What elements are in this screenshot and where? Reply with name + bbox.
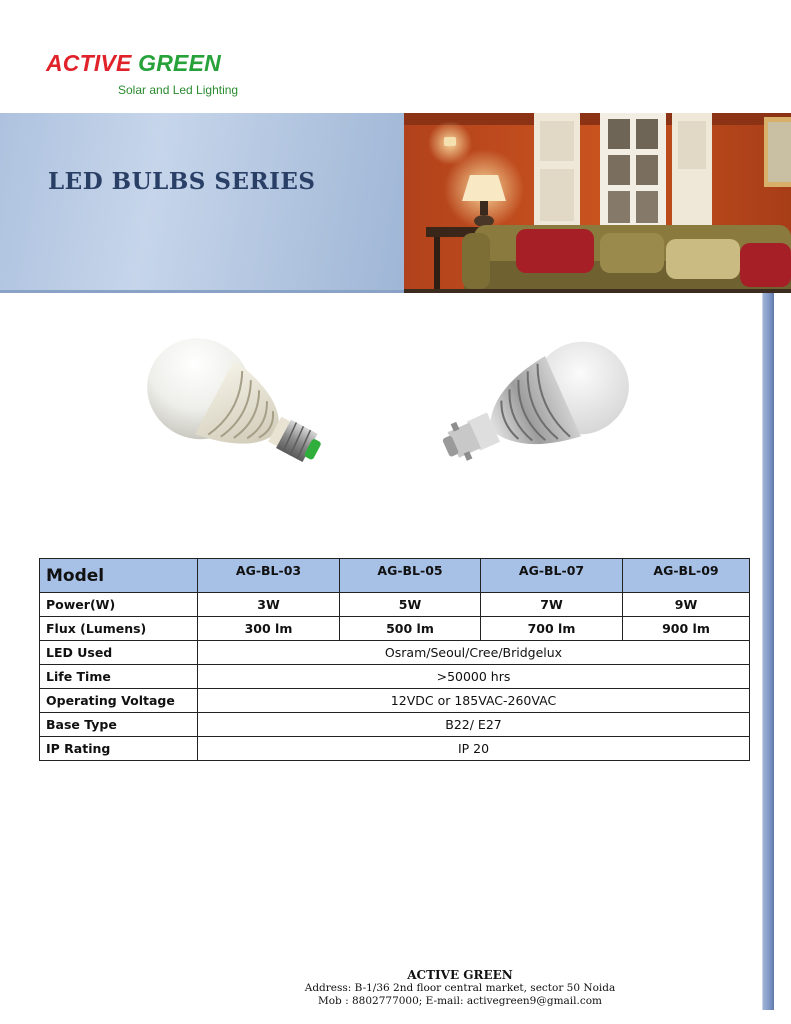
row-label: Operating Voltage xyxy=(40,689,198,713)
table-cell: B22/ E27 xyxy=(198,713,750,737)
living-room-photo xyxy=(404,113,791,293)
logo-wordmark xyxy=(46,50,221,77)
footer-contact-line: Mob : 8802777000; E-mail: activegreen9@gmail.com xyxy=(317,995,603,1007)
table-row-base-type xyxy=(40,713,750,737)
header-banner xyxy=(0,113,791,293)
company-logo xyxy=(46,50,239,97)
table-cell: 300 lm xyxy=(198,617,340,641)
table-row-operating-voltage xyxy=(40,689,750,713)
table-cell: 5W xyxy=(340,593,481,617)
table-row-life-time xyxy=(40,665,750,689)
logo-word-green: GREEN xyxy=(138,50,221,76)
specification-table xyxy=(39,558,750,761)
table-cell: 9W xyxy=(623,593,750,617)
page-title: LED BULBS SERIES xyxy=(48,168,316,195)
row-label: Life Time xyxy=(40,665,198,689)
right-margin-bar xyxy=(762,293,774,1010)
model-cell: AG-BL-09 xyxy=(623,559,750,593)
table-cell: 700 lm xyxy=(481,617,623,641)
footer-address: Address: B-1/36 2nd floor central market, sector 50 Noida xyxy=(304,982,616,994)
b22-bulb-icon xyxy=(418,340,648,490)
table-cell: >50000 hrs xyxy=(198,665,750,689)
model-cell: AG-BL-05 xyxy=(340,559,481,593)
table-cell: IP 20 xyxy=(198,737,750,761)
logo-word-active: ACTIVE xyxy=(46,50,132,76)
table-row-power xyxy=(40,593,750,617)
row-label: Power(W) xyxy=(40,593,198,617)
table-cell: 3W xyxy=(198,593,340,617)
footer-contact xyxy=(180,968,740,1008)
table-header-row xyxy=(40,559,750,593)
table-cell: 900 lm xyxy=(623,617,750,641)
row-label: Flux (Lumens) xyxy=(40,617,198,641)
row-label: LED Used xyxy=(40,641,198,665)
table-cell: 12VDC or 185VAC-260VAC xyxy=(198,689,750,713)
header-label-cell: Model xyxy=(40,559,198,593)
e27-led-bulb-image xyxy=(118,334,338,504)
logo-tagline: Solar and Led Lighting xyxy=(118,83,239,97)
table-row-ip-rating xyxy=(40,737,750,761)
table-row-led-used xyxy=(40,641,750,665)
model-cell: AG-BL-07 xyxy=(481,559,623,593)
b22-led-bulb-image xyxy=(418,340,648,490)
table-cell: 500 lm xyxy=(340,617,481,641)
table-cell: 7W xyxy=(481,593,623,617)
row-label: Base Type xyxy=(40,713,198,737)
table-row-flux xyxy=(40,617,750,641)
footer-company-name: ACTIVE GREEN xyxy=(407,968,513,982)
model-cell: AG-BL-03 xyxy=(198,559,340,593)
banner-title-panel xyxy=(0,113,404,293)
table-cell: Osram/Seoul/Cree/Bridgelux xyxy=(198,641,750,665)
e27-bulb-icon xyxy=(118,334,338,504)
row-label: IP Rating xyxy=(40,737,198,761)
living-room-illustration xyxy=(404,113,791,293)
